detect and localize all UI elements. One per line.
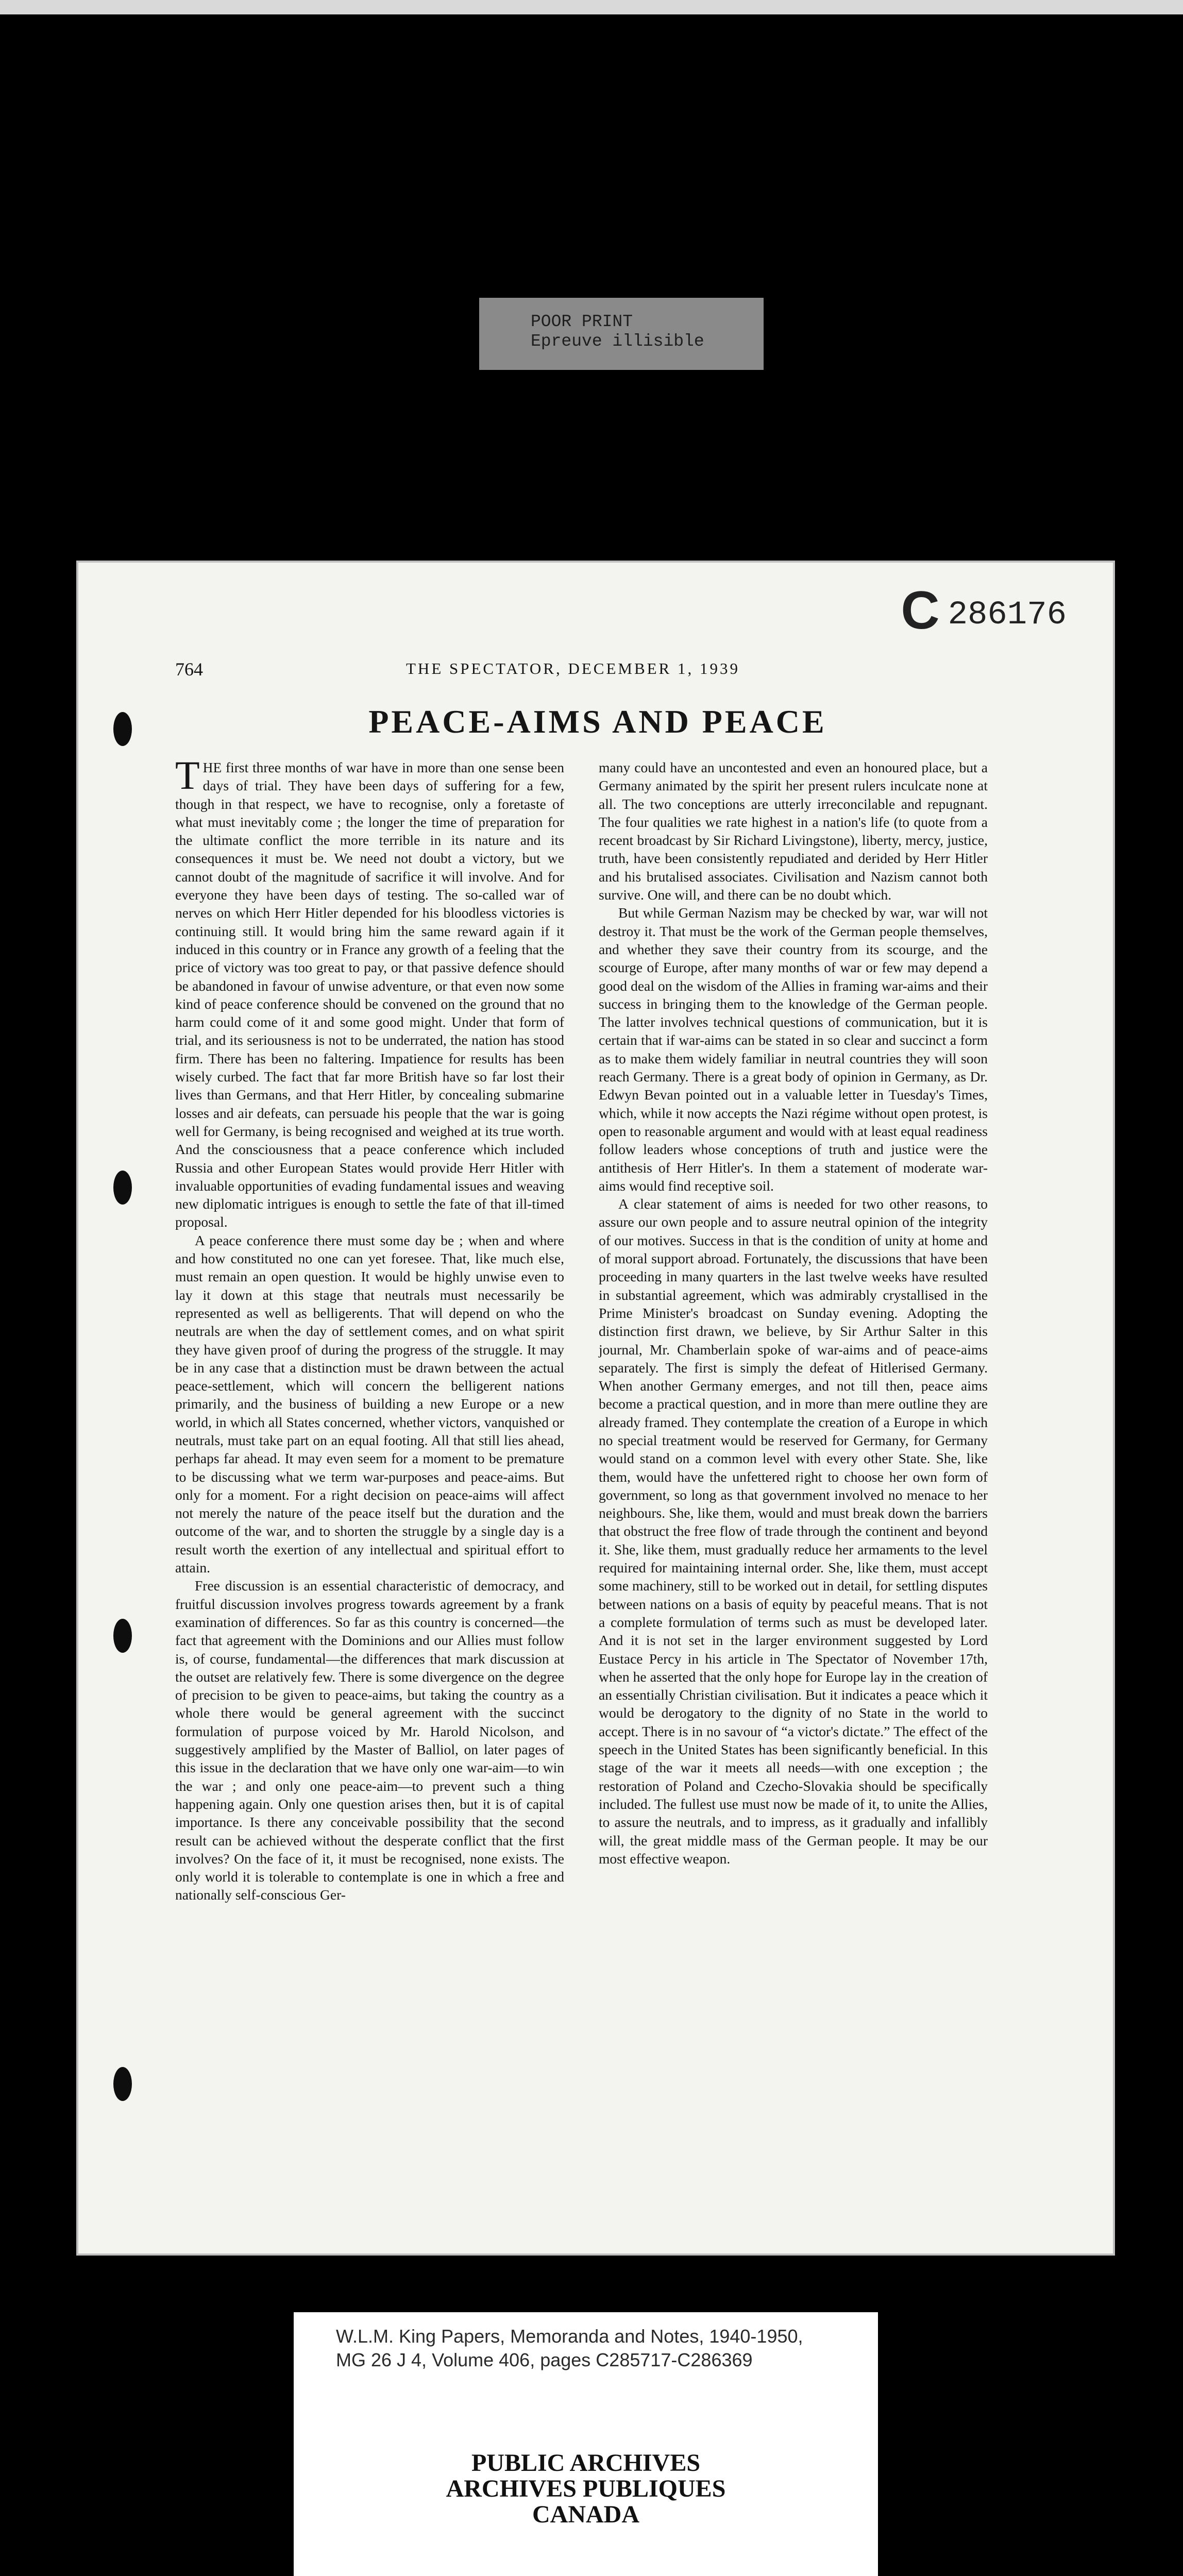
catalog-number: [901, 580, 1067, 641]
stamp-line-fr: Epreuve illisible: [531, 332, 704, 351]
paragraph: But while German Nazism may be checked by war, war will not destroy it. That must be the work of the German people themselves, and whether they save their country from its scourge, and the scourge of Europe, after many months of war or few may depend a good deal on the wisdom of the Allies in framing war-aims and their success in bringing them to the knowledge of the German people. The latter involves technical questions of communication, but it is certain that if war-aims can be stated in so clear and succinct a form as to make them widely familiar in neutral countries they will soon reach Germany. There is a great body of opinion in Germany, as Dr. Edwyn Bevan pointed out in a valuable letter in Tuesday's Times, which, while it now accepts the Nazi régime without open protest, is open to reasonable argument and would with at least equal readiness follow leaders whose conceptions of truth and justice were the antithesis of Herr Hitler's. In them a statement of moderate war-aims would find receptive soil.: [599, 905, 988, 1194]
paragraph: Free discussion is an essential characteristic of democracy, and fruitful discussion involves progress towards agreement by a frank examination of differences. So far as this country is concerned—the fact that agreement with the Dominions and our Allies must follow is, of course, fundamental—the differences that mark discussion at the outset are relatively few. There is some divergence on the degree of precision to be given to peace-aims, but taking the country as a whole there would be general agreement with the succinct formulation of purpose voiced by Mr. Harold Nicolson, and suggestively amplified by the Master of Balliol, on later pages of this issue in the declaration that we have only one war-aim—to win the war ; and only one peace-aim—to prevent such a thing happening again. Only one question arises then, but it is of capital importance. Is there any conceivable possibility that the second result can be achieved without the desperate conflict that the first involves? On the face of it, it must be recognised, none exists. The only world it is tolerable to contemplate is one in which a free and nationally self-conscious Ger-: [175, 1578, 564, 1903]
film-edge: [0, 0, 1183, 14]
article-column-left: [175, 753, 564, 1904]
article-title: PEACE-AIMS AND PEACE: [368, 703, 827, 740]
article-column-right: [599, 758, 988, 1868]
magazine-page: [76, 561, 1115, 2256]
running-head: THE SPECTATOR, DECEMBER 1, 1939: [406, 659, 740, 677]
drop-cap: T: [175, 753, 200, 798]
catalog-digits: 286176: [948, 597, 1067, 634]
binding-hole: [113, 712, 132, 746]
page-number: 764: [175, 659, 203, 680]
catalog-prefix: C: [901, 581, 940, 640]
reference-line: W.L.M. King Papers, Memoranda and Notes, 1940-1950,: [336, 2326, 803, 2347]
paragraph: A clear statement of aims is needed for two other reasons, to assure our own people and to assure neutral opinion of the integrity of our motives. Success in that is the condition of unity at home and of moral support abroad. Fortunately, the discussions that have been proceeding in many quarters in the last twelve weeks have resulted in substantial agreement, which was admirably crystallised in the Prime Minister's broadcast on Sunday evening. Adopting the distinction first drawn, we believe, by Sir Arthur Salter in this journal, Mr. Chamberlain spoke of war-aims and of peace-aims separately. The first is simply the defeat of Hitlerised Germany. When another Germany emerges, and not till then, peace aims become a practical question, and in more than mere outline they are already framed. They contemplate the creation of a Europe in which no special treatment would be reserved for Germany, for Germany would stand on a common level with every other State. She, like them, would have the unfettered right to choose her own form of government, so long as that government involved no menace to her neighbours. She, like them, would and must break down the barriers that obstruct the free flow of trade through the continent and beyond it. She, like them, must gradually reduce her armaments to the level required for maintaining internal order. She, like them, must accept some machinery, still to be worked out in detail, for settling disputes between nations on a basis of equity by peaceful means. That is not a complete formulation of terms such as must be developed later. And it is not set in the larger environment suggested by Lord Eustace Percy in his article in The Spectator of November 17th, when he asserted that the only hope for Europe lay in the creation of an essentially Christian civilisation. But it indicates a peace which it would be derogatory to the dignity of no State in the world to accept. There is in no savour of “a victor's dictate.” The effect of the speech in the United States has been significantly beneficial. In this stage of the war it meets all needs—with one exception ; the restoration of Poland and Czecho-Slovakia should be specifically included. The fullest use must now be made of it, to unite the Allies, to assure the neutrals, and to impress, as it gradually and infallibly will, the great middle mass of the German people. It may be our most effective weapon.: [599, 1196, 988, 1867]
archive-name-fr: ARCHIVES PUBLIQUES: [446, 2475, 726, 2502]
reference-line: MG 26 J 4, Volume 406, pages C285717-C286369: [336, 2349, 753, 2370]
binding-hole: [113, 1619, 132, 1653]
paragraph: [175, 753, 564, 1231]
stamp-line-en: POOR PRINT: [531, 312, 633, 331]
binding-hole: [113, 1171, 132, 1205]
binding-hole: [113, 2067, 132, 2101]
archive-name-en: PUBLIC ARCHIVES: [471, 2449, 701, 2477]
paragraph: many could have an uncontested and even an honoured place, but a Germany animated by the spirit her present rulers inculcate none at all. The two conceptions are utterly irreconcilable and repugnant. The four qualities we rate highest in a nation's life (to quote from a recent broadcast by Sir Richard Livingstone), liberty, mercy, justice, truth, have been consistently repudiated and derided by Herr Hitler and his brutalised associates. Civilisation and Nazism cannot both survive. One will, and there can be no doubt which.: [599, 759, 988, 903]
archive-country: CANADA: [532, 2501, 639, 2528]
paragraph-text: HE first three months of war have in more than one sense been days of trial. They have been days of suffering for a few, though in that respect, we have to recognise, only a foretaste of what must inevitably come ; the longer the time of preparation for the ultimate conflict the more terrible in its nature and its consequences it must be. We need not doubt a victory, but we cannot doubt of the magnitude of sacrifice it will involve. And for everyone they have been days of testing. The so-called war of nerves on which Herr Hitler depended for his bloodless victories is continuing still. It would bring him the same reward again if it induced in this country or in France any growth of a feeling that the price of victory was too great to pay, or that passive defence should be abandoned in favour of unwise adventure, or that even now some kind of peace conference should be convened on the ground that no harm could come of it and some good might. Under that form of trial, and its seriousness is not to be underrated, the nation has stood firm. There has been no faltering. Impatience for results has been wisely curbed. The fact that far more British have so far lost their lives than Germans, and that Herr Hitler, by concealing submarine losses and air defeats, can persuade his people that the war is going well for Germany, is being recognised and weighed at its true worth. And the consciousness that a peace conference which included Russia and other European States would provide Herr Hitler with invaluable opportunities of evading fundamental issues and weaving new diplomatic intrigues is enough to settle the fate of that ill-timed proposal.: [175, 759, 564, 1230]
archive-reference: [336, 2325, 803, 2372]
archive-label: [294, 2312, 878, 2576]
paragraph: A peace conference there must some day be ; when and where and how constituted no one can yet foresee. That, like much else, must remain an open question. It would be highly unwise even to lay it down at this stage that neutrals must necessarily be represented as well as belligerents. That will depend on who the neutrals are when the day of settlement comes, and on what spirit they have given proof of during the progress of the struggle. It may be in any case that a distinction must be drawn between the actual peace-settlement, which will concern the belligerent nations primarily, and the business of building a new Europe or a new world, in which all States concerned, whether victors, vanquished or neutrals, must take part on an equal footing. All that still lies ahead, perhaps far ahead. It may even seem for a moment to be premature to be discussing what we term war-purposes and peace-aims. But only for a moment. For a right decision on peace-aims will affect not merely the nature of the peace itself but the duration and the outcome of the war, and to shorten the struggle by a single day is a result worth the exertion of any intellectual and spiritual effort to attain.: [175, 1232, 564, 1576]
poor-print-stamp: [479, 298, 764, 370]
